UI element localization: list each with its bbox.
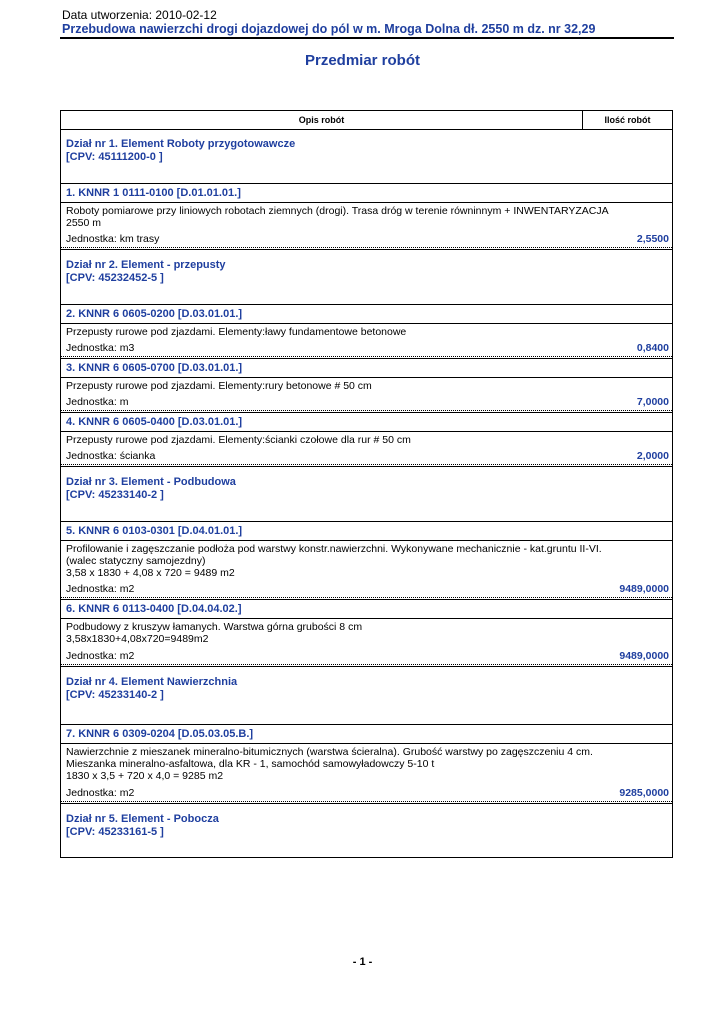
header-divider xyxy=(60,37,674,39)
item-unit: Jednostka: m2 xyxy=(66,650,135,662)
item-row xyxy=(61,600,672,667)
item-unit: Jednostka: km trasy xyxy=(66,233,160,245)
column-header-description: Opis robót xyxy=(61,111,583,129)
item-divider xyxy=(61,540,672,541)
item-row xyxy=(61,413,672,467)
section-name: Dział nr 2. Element - przepusty xyxy=(66,259,226,271)
item-quantity: 2,5500 xyxy=(636,233,669,245)
item-code: 5. KNNR 6 0103-0301 [D.04.01.01.] xyxy=(66,525,243,537)
dotted-divider xyxy=(61,597,672,598)
item-divider xyxy=(61,431,672,432)
item-row xyxy=(61,359,672,413)
section-cpv: [CPV: 45111200-0 ] xyxy=(66,150,163,163)
section-title xyxy=(66,676,237,701)
item-row xyxy=(61,725,672,804)
section-cpv: [CPV: 45233140-2 ] xyxy=(66,488,164,501)
item-description: Przepusty rurowe pod zjazdami. Elementy:ławy fundamentowe betonowe xyxy=(66,326,407,338)
item-unit: Jednostka: m2 xyxy=(66,583,135,595)
section-row xyxy=(61,250,672,305)
item-divider xyxy=(61,323,672,324)
section-title xyxy=(66,138,295,163)
item-code: 4. KNNR 6 0605-0400 [D.03.01.01.] xyxy=(66,416,243,428)
page-number: - 1 - xyxy=(352,956,373,968)
project-title: Przebudowa nawierzchi drogi dojazdowej do pól w m. Mroga Dolna dł. 2550 m dz. nr 32,29 xyxy=(62,22,596,36)
item-description: Profilowanie i zagęszczanie podłoża pod warstwy konstr.nawierzchni. Wykonywane mechanicznie - kat.gruntu II-VI. (walec statyczny samojezdny) 3,58 x 1830 + 4,08 x 720 = 9489 m2 xyxy=(66,543,602,579)
item-unit: Jednostka: m2 xyxy=(66,787,135,799)
dotted-divider xyxy=(61,410,672,411)
section-row xyxy=(61,667,672,725)
section-title xyxy=(66,259,226,284)
section-cpv: [CPV: 45233161-5 ] xyxy=(66,825,164,838)
item-unit: Jednostka: m xyxy=(66,396,129,408)
item-code: 1. KNNR 1 0111-0100 [D.01.01.01.] xyxy=(66,187,241,199)
dotted-divider xyxy=(61,801,672,802)
item-row xyxy=(61,305,672,359)
item-unit: Jednostka: m3 xyxy=(66,342,135,354)
bill-of-quantities-table xyxy=(60,110,673,858)
section-row xyxy=(61,804,672,857)
item-description: Podbudowy z kruszyw łamanych. Warstwa górna grubości 8 cm 3,58x1830+4,08x720=9489m2 xyxy=(66,621,363,645)
item-code: 2. KNNR 6 0605-0200 [D.03.01.01.] xyxy=(66,308,243,320)
section-cpv: [CPV: 45233140-2 ] xyxy=(66,688,164,701)
section-row xyxy=(61,467,672,522)
column-header-quantity: Ilość robót xyxy=(604,115,651,125)
item-row xyxy=(61,184,672,250)
section-cpv: [CPV: 45232452-5 ] xyxy=(66,271,164,284)
section-row xyxy=(61,129,672,184)
item-code: 7. KNNR 6 0309-0204 [D.05.03.05.B.] xyxy=(66,728,254,740)
item-quantity: 9489,0000 xyxy=(619,583,669,595)
section-name: Dział nr 1. Element Roboty przygotowawcze xyxy=(66,138,296,150)
item-quantity: 7,0000 xyxy=(636,396,669,408)
item-quantity: 9285,0000 xyxy=(619,787,669,799)
item-quantity: 0,8400 xyxy=(636,342,669,354)
item-divider xyxy=(61,743,672,744)
item-description: Roboty pomiarowe przy liniowych robotach ziemnych (drogi). Trasa dróg w terenie równinnym + INWENTARYZACJA 2550 m xyxy=(66,205,609,229)
item-row xyxy=(61,522,672,600)
item-description: Przepusty rurowe pod zjazdami. Elementy:ścianki czołowe dla rur # 50 cm xyxy=(66,434,411,446)
dotted-divider xyxy=(61,664,672,665)
dotted-divider xyxy=(61,356,672,357)
item-quantity: 9489,0000 xyxy=(619,650,669,662)
dotted-divider xyxy=(61,247,672,248)
section-name: Dział nr 3. Element - Podbudowa xyxy=(66,476,236,488)
item-divider xyxy=(61,618,672,619)
item-description: Przepusty rurowe pod zjazdami. Elementy:rury betonowe # 50 cm xyxy=(66,380,372,392)
creation-date: Data utworzenia: 2010-02-12 xyxy=(62,8,217,22)
item-description: Nawierzchnie z mieszanek mineralno-bitumicznych (warstwa ścieralna). Grubość warstwy po zagęszczeniu 4 cm. Mieszanka mineralno-asfaltowa, dla KR - 1, samochód samowyładowczy 5-10 t 1830 x 3,5 + 720 x 4,0 = 9285 m2 xyxy=(66,746,593,782)
item-unit: Jednostka: ścianka xyxy=(66,450,156,462)
table-header xyxy=(61,111,672,130)
item-code: 6. KNNR 6 0113-0400 [D.04.04.02.] xyxy=(66,603,242,615)
item-quantity: 2,0000 xyxy=(636,450,669,462)
section-name: Dział nr 5. Element - Pobocza xyxy=(66,813,219,825)
item-divider xyxy=(61,202,672,203)
section-title xyxy=(66,476,236,501)
item-code: 3. KNNR 6 0605-0700 [D.03.01.01.] xyxy=(66,362,243,374)
document-title: Przedmiar robót xyxy=(304,52,421,69)
dotted-divider xyxy=(61,464,672,465)
item-divider xyxy=(61,377,672,378)
section-name: Dział nr 4. Element Nawierzchnia xyxy=(66,676,238,688)
section-title xyxy=(66,813,219,838)
